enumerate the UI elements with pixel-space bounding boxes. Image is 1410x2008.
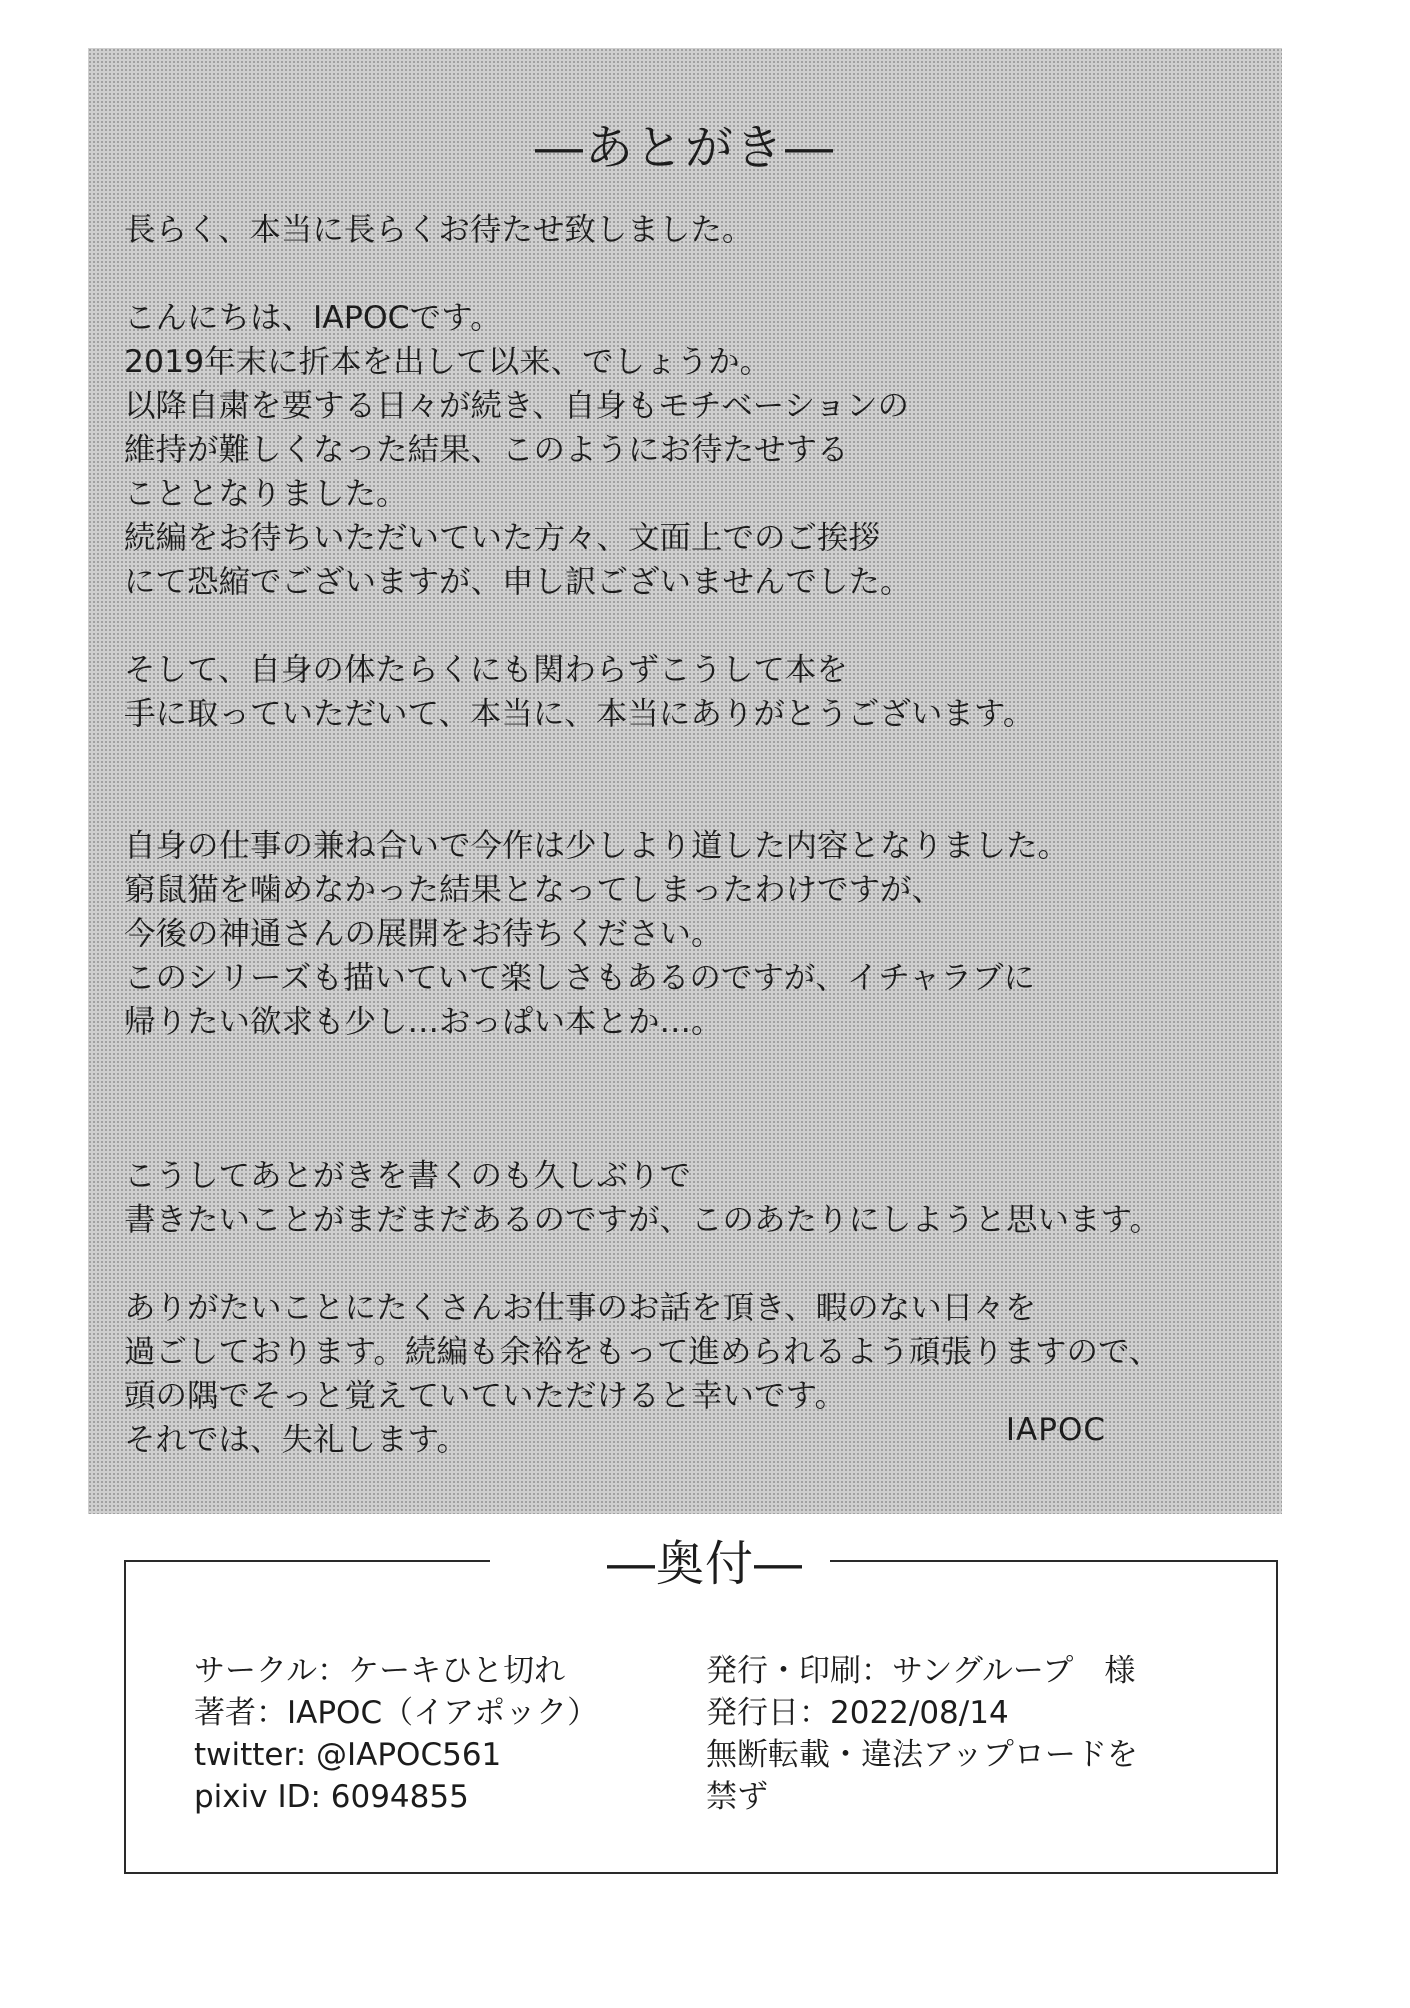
author-signature: IAPOC	[1005, 1412, 1106, 1448]
afterword-paragraph-4	[124, 824, 1264, 1044]
afterword-line: 手に取っていただいて、本当に、本当にありがとうございます。	[124, 696, 1035, 732]
publish-date: 発行日：2022/08/14	[706, 1695, 1009, 1731]
afterword-line: ありがたいことにたくさんお仕事のお話を頂き、暇のない日々を	[124, 1290, 1037, 1326]
afterword-line: こうしてあとがきを書くのも久しぶりで	[124, 1158, 692, 1194]
afterword-line: こんにちは、IAPOCです。	[124, 300, 502, 336]
copyright-notice-line: 無断転載・違法アップロードを	[706, 1737, 1138, 1773]
afterword-line: このシリーズも描いていて楽しさもあるのですが、イチャラブに	[124, 960, 1035, 996]
afterword-line: 書きたいことがまだまだあるのですが、このあたりにしようと思います。	[124, 1202, 1161, 1238]
afterword-paragraph-1	[124, 208, 1264, 252]
afterword-line: にて恐縮でございますが、申し訳ございませんでした。	[124, 564, 912, 600]
afterword-paragraph-5	[124, 1154, 1264, 1242]
afterword-line: 以降自粛を要する日々が続き、自身もモチベーションの	[124, 388, 909, 424]
afterword-line: それでは、失礼します。	[124, 1422, 468, 1458]
afterword-line: 自身の仕事の兼ね合いで今作は少しより道した内容となりました。	[124, 828, 1070, 864]
afterword-line: そして、自身の体たらくにも関わらずこうして本を	[124, 652, 848, 688]
twitter-handle: twitter: @IAPOC561	[194, 1737, 502, 1773]
author-name: 著者：IAPOC（イアポック）	[194, 1695, 599, 1731]
pixiv-id: pixiv ID: 6094855	[194, 1779, 469, 1815]
colophon-right-column	[706, 1650, 1138, 1818]
afterword-body	[124, 208, 1264, 1462]
afterword-line: 維持が難しくなった結果、このようにお待たせする	[124, 432, 849, 468]
copyright-notice-line: 禁ず	[706, 1779, 768, 1815]
afterword-line: 2019年末に折本を出して以来、でしょうか。	[124, 344, 772, 380]
afterword-line: 続編をお待ちいただいていた方々、文面上でのご挨拶	[124, 520, 881, 556]
afterword-line: 今後の神通さんの展開をお待ちください。	[124, 916, 723, 952]
circle-name: サークル：ケーキひと切れ	[194, 1653, 566, 1689]
afterword-line: 過ごしております。続編も余裕をもって進められるよう頑張りますので、	[124, 1334, 1161, 1370]
afterword-title: ―あとがき―	[534, 120, 835, 176]
colophon-left-column	[194, 1650, 598, 1818]
afterword-line: 頭の隅でそっと覚えていていただけると幸いです。	[124, 1378, 846, 1414]
afterword-paragraph-3	[124, 648, 1264, 736]
afterword-line: こととなりました。	[124, 476, 408, 512]
afterword-panel	[88, 48, 1282, 1514]
afterword-line: 窮鼠猫を噛めなかった結果となってしまったわけですが、	[124, 872, 944, 908]
afterword-paragraph-2	[124, 296, 1264, 604]
afterword-line: 長らく、本当に長らくお待たせ致しました。	[124, 212, 754, 248]
colophon-title	[0, 1534, 1410, 1594]
printer-name: 発行・印刷：サングループ 様	[706, 1653, 1136, 1689]
afterword-line: 帰りたい欲求も少し…おっぱい本とか…。	[124, 1004, 723, 1040]
colophon-title-text: ―奥付―	[597, 1536, 813, 1592]
